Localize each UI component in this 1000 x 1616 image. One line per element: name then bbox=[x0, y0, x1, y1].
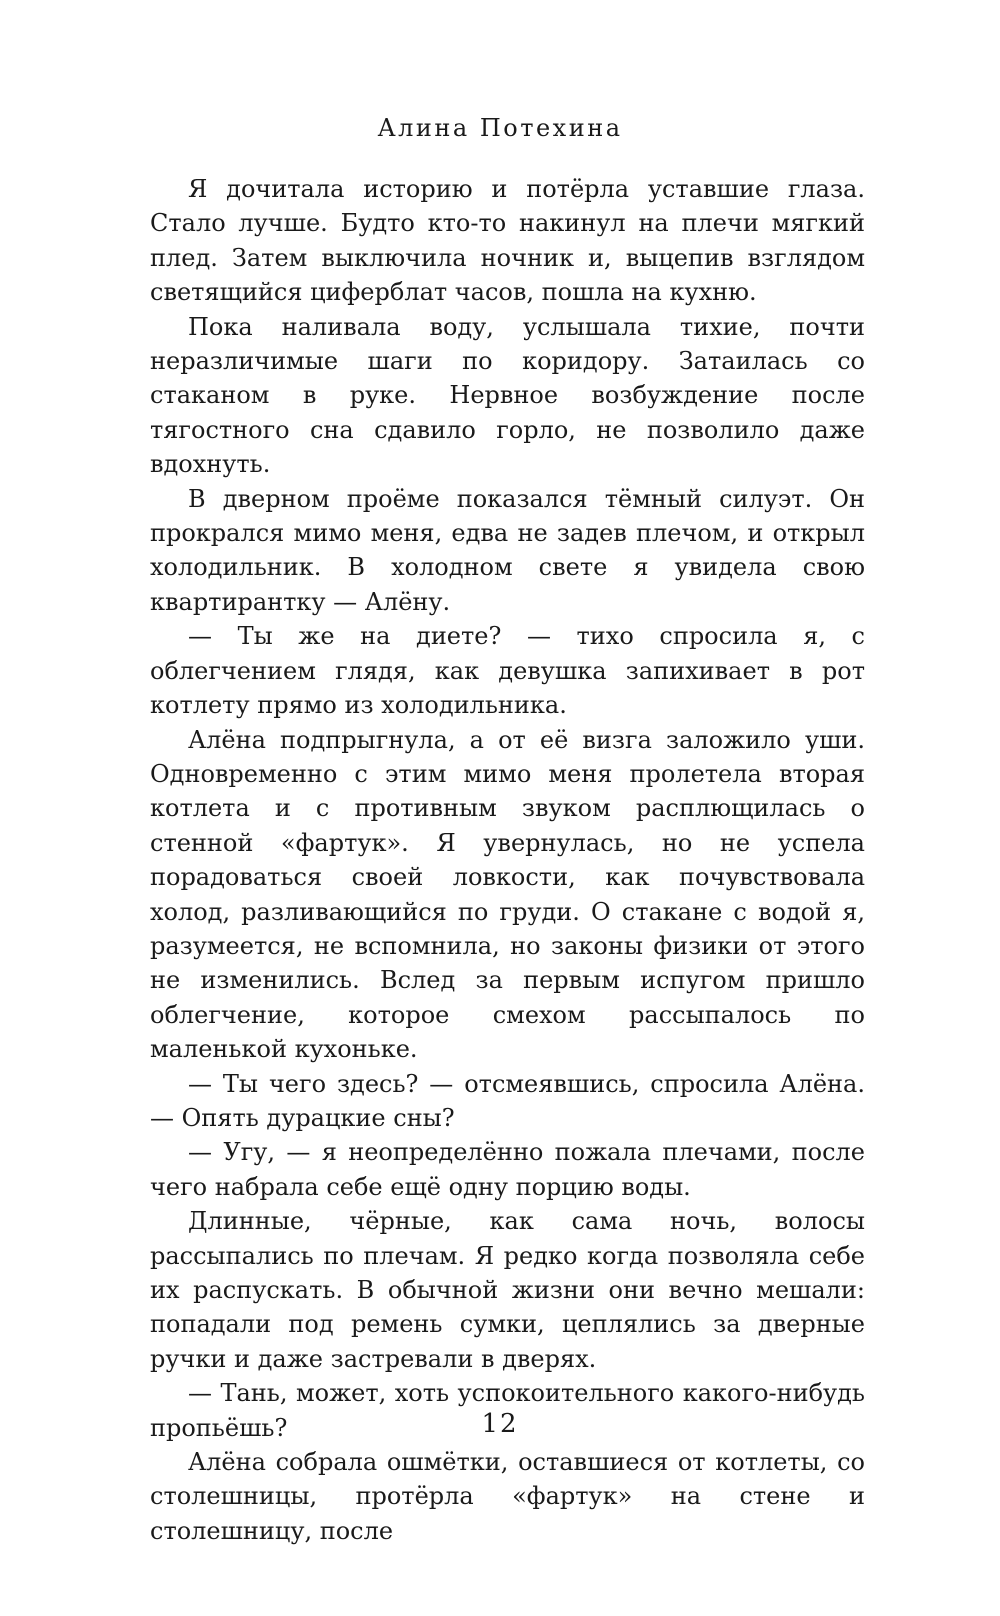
paragraph-7: — Угу, — я неопределённо пожала плечами, после чего набрала себе ещё одну порцию воды. bbox=[150, 1138, 865, 1201]
paragraph-3: В дверном проёме показался тёмный силуэт. Он прокрался мимо меня, едва не задев плечом, и открыл холодильник. В холодном свете я увидела свою квартирантку — Алёну. bbox=[150, 484, 865, 616]
body-text bbox=[150, 172, 865, 1548]
running-title: Алина Потехина bbox=[377, 114, 623, 142]
paragraph-8: Длинные, чёрные, как сама ночь, волосы рассыпались по плечам. Я редко когда позволяла себе их распускать. В обычной жизни они вечно мешали: попадали под ремень сумки, цеплялись за дверные ручки и даже застревали в дверях. bbox=[150, 1207, 865, 1373]
paragraph-2: Пока наливала воду, услышала тихие, почти неразличимые шаги по коридору. Затаилась со стаканом в руке. Нервное возбуждение после тягостного сна сдавило горло, не позволило даже вдохнуть. bbox=[150, 312, 865, 479]
paragraph-1: Я дочитала историю и потёрла уставшие глаза. Стало лучше. Будто кто-то накинул на плечи мягкий плед. Затем выключила ночник и, выцепив взглядом светящийся циферблат часов, пошла на кухню. bbox=[150, 175, 865, 307]
paragraph-6: — Ты чего здесь? — отсмеявшись, спросила Алёна. — Опять дурацкие сны? bbox=[150, 1069, 865, 1132]
paragraph-10: Алёна собрала ошмётки, оставшиеся от котлеты, со столешницы, протёрла «фартук» на стене и столешницу, после bbox=[150, 1448, 865, 1545]
page-number: 12 bbox=[481, 1409, 519, 1439]
paragraph-4: — Ты же на диете? — тихо спросила я, с облегчением глядя, как девушка запихивает в рот котлету прямо из холодильника. bbox=[150, 622, 865, 720]
paragraph-9: — Тань, может, хоть успокоительного какого-нибудь пропьёшь? bbox=[150, 1379, 865, 1442]
paragraph-5: Алёна подпрыгнула, а от её визга заложило уши. Одновременно с этим мимо меня пролетела вторая котлета и с противным звуком расплющилась о стенной «фартук». Я увернулась, но не успела порадоваться своей ловкости, как почувствовала холод, разливающийся по груди. О стакане с водой я, разумеется, не вспомнила, но законы физики от этого не изменились. Вслед за первым испугом пришло облегчение, которое смехом рассыпалось по маленькой кухоньке. bbox=[150, 725, 865, 1064]
